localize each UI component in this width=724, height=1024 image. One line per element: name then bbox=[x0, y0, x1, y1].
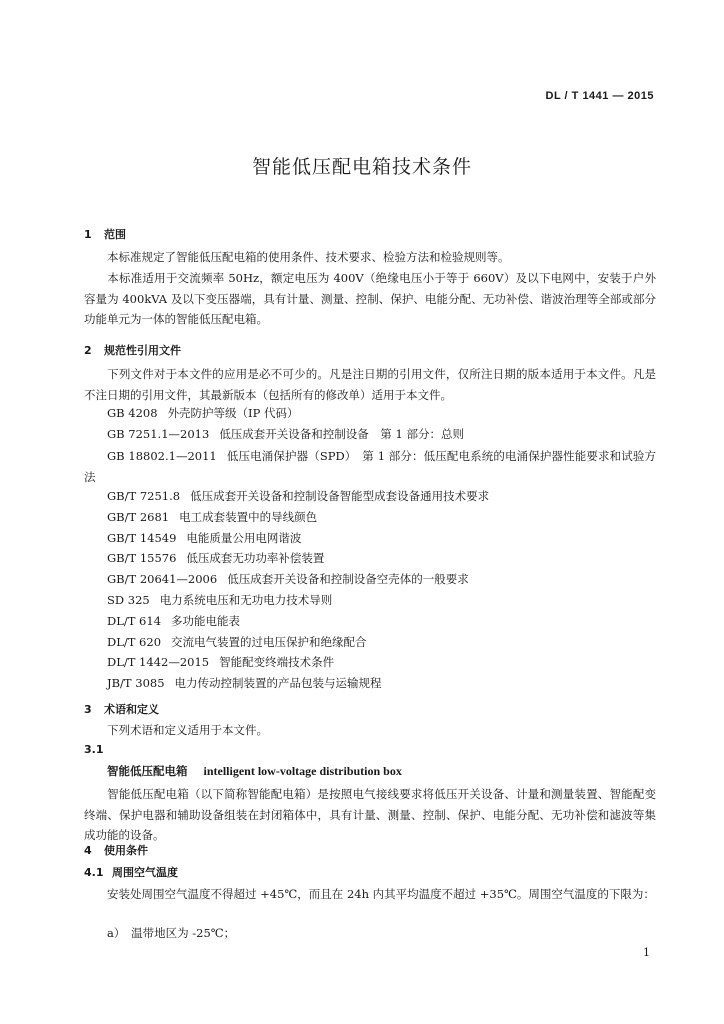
reference-item: SD 325 电力系统电压和无功电力技术导则 bbox=[107, 593, 333, 607]
section-1-heading: 1 范围 bbox=[84, 228, 126, 241]
term-heading bbox=[107, 763, 402, 779]
section-2-heading: 2 规范性引用文件 bbox=[84, 344, 181, 357]
term-chinese: 智能低压配电箱 bbox=[107, 764, 188, 778]
section-1-para-1: 本标准规定了智能低压配电箱的使用条件、技术要求、检验方法和检验规则等。 bbox=[107, 250, 510, 264]
term-definition: 智能低压配电箱（以下简称智能配电箱）是按照电气接线要求将低压开关设备、计量和测量装置、智能配变终端、保护电器和辅助设备组装在封闭箱体中，具有计量、测量、控制、保护、电能分配、无功补偿和滤波等集成功能的设备。 bbox=[84, 787, 656, 842]
term-number: 3.1 bbox=[84, 743, 104, 756]
section-4-heading: 4 使用条件 bbox=[84, 844, 148, 857]
document-title: 智能低压配电箱技术条件 bbox=[251, 156, 472, 178]
reference-item: GB/T 7251.8 低压成套开关设备和控制设备智能型成套设备通用技术要求 bbox=[107, 489, 490, 503]
reference-item: JB/T 3085 电力传动控制装置的产品包装与运输规程 bbox=[107, 676, 382, 690]
section-4-1-item-a: a） 温带地区为 -25℃； bbox=[107, 926, 236, 940]
reference-item: DL/T 614 多功能电能表 bbox=[107, 614, 241, 628]
reference-item: GB/T 2681 电工成套装置中的导线颜色 bbox=[107, 510, 318, 524]
reference-item: DL/T 620 交流电气装置的过电压保护和绝缘配合 bbox=[107, 635, 367, 649]
reference-item: GB/T 20641—2006 低压成套开关设备和控制设备空壳体的一般要求 bbox=[107, 572, 469, 586]
reference-item: GB/T 15576 低压成套无功功率补偿装置 bbox=[107, 551, 325, 565]
section-2-intro: 下列文件对于本文件的应用是必不可少的。凡是注日期的引用文件，仅所注日期的版本适用于本文件。凡是不注日期的引用文件，其最新版本（包括所有的修改单）适用于本文件。 bbox=[84, 367, 656, 402]
section-4-1-para: 安装处周围空气温度不得超过 +45℃，而且在 24h 内其平均温度不超过 +35℃。周围空气温度的下限为： bbox=[107, 887, 655, 901]
section-1-para-2: 本标准适用于交流频率 50Hz，额定电压为 400V（绝缘电压小于等于 660V）及以下电网中，安装于户外容量为 400kVA 及以下变压器端，具有计量、测量、控制、保护、电能分配、无功补偿、谐波治理等全部或部分功能单元为一体的智能低压配电箱。 bbox=[84, 271, 656, 326]
reference-item: GB 18802.1—2011 低压电涌保护器（SPD） 第 1 部分：低压配电系统的电涌保护器性能要求和试验方法 bbox=[84, 449, 656, 484]
standard-code: DL / T 1441 — 2015 bbox=[545, 90, 654, 102]
term-english: intelligent low-voltage distribution box bbox=[203, 764, 402, 778]
reference-item: GB 7251.1—2013 低压成套开关设备和控制设备 第 1 部分：总则 bbox=[107, 427, 464, 441]
reference-item: DL/T 1442—2015 智能配变终端技术条件 bbox=[107, 655, 335, 669]
section-3-heading: 3 术语和定义 bbox=[84, 703, 159, 716]
page-number: 1 bbox=[643, 946, 650, 959]
section-3-intro: 下列术语和定义适用于本文件。 bbox=[107, 723, 268, 737]
section-4-1-heading: 4.1 周围空气温度 bbox=[84, 866, 178, 879]
reference-item: GB 4208 外壳防护等级（IP 代码） bbox=[107, 406, 299, 420]
reference-item: GB/T 14549 电能质量公用电网谐波 bbox=[107, 531, 302, 545]
